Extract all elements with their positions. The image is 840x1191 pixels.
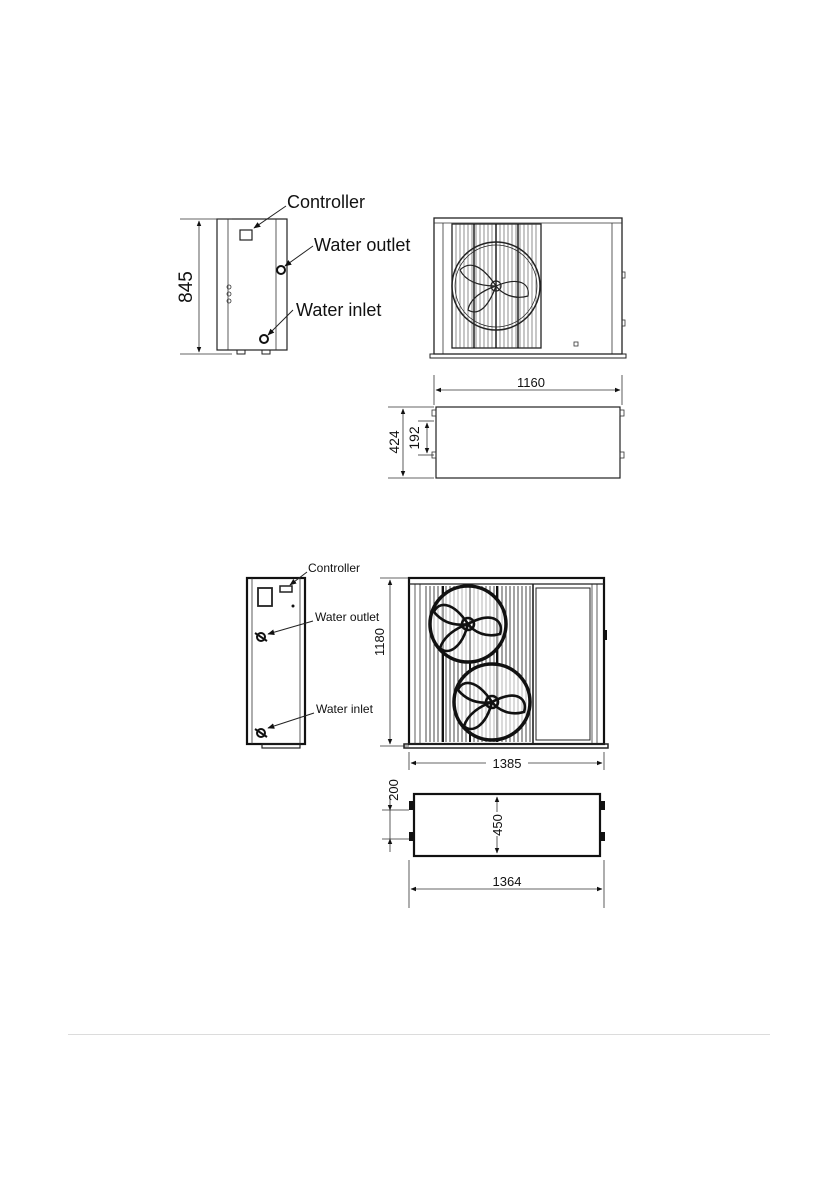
pipe-spacing-dimension-label: 192: [406, 426, 422, 450]
water-inlet-connection: [260, 335, 268, 343]
water-outlet-label: Water outlet: [314, 235, 411, 255]
controller-window: [240, 230, 252, 240]
unit-2-front-view: [372, 578, 608, 748]
width-dimension-label: 1385: [492, 756, 522, 771]
unit-1-side-view: [176, 192, 410, 354]
water-inlet-label: Water inlet: [296, 300, 382, 320]
controller-window: [258, 588, 272, 606]
height-dimension-label: 1180: [372, 628, 387, 656]
controller-label: Controller: [287, 192, 366, 212]
unit-1-top-view: [386, 375, 624, 478]
footer-divider: [68, 1034, 770, 1035]
width-dimension-label: 1160: [517, 375, 545, 390]
base-width-dimension-label: 1364: [492, 874, 522, 889]
height-dimension-label: 845: [176, 271, 197, 303]
unit-2-top-view: [382, 752, 605, 908]
water-outlet-label: Water outlet: [315, 610, 380, 624]
water-inlet-label: Water inlet: [316, 702, 373, 716]
depth-offset-dimension-label: 200: [386, 779, 401, 801]
controller-label: Controller: [308, 561, 361, 575]
unit-2-side-view: [247, 561, 380, 748]
water-outlet-connection: [255, 633, 267, 641]
depth-dimension-label: 424: [386, 430, 402, 454]
water-outlet-connection: [277, 266, 285, 274]
diagram-2: [247, 561, 608, 908]
diagram-1: [176, 192, 626, 478]
depth-dimension-label: 450: [490, 814, 505, 836]
unit-1-front-view: [430, 218, 626, 358]
upper-fan-icon: [430, 586, 506, 662]
water-inlet-connection: [255, 729, 267, 737]
lower-fan-icon: [454, 664, 530, 740]
